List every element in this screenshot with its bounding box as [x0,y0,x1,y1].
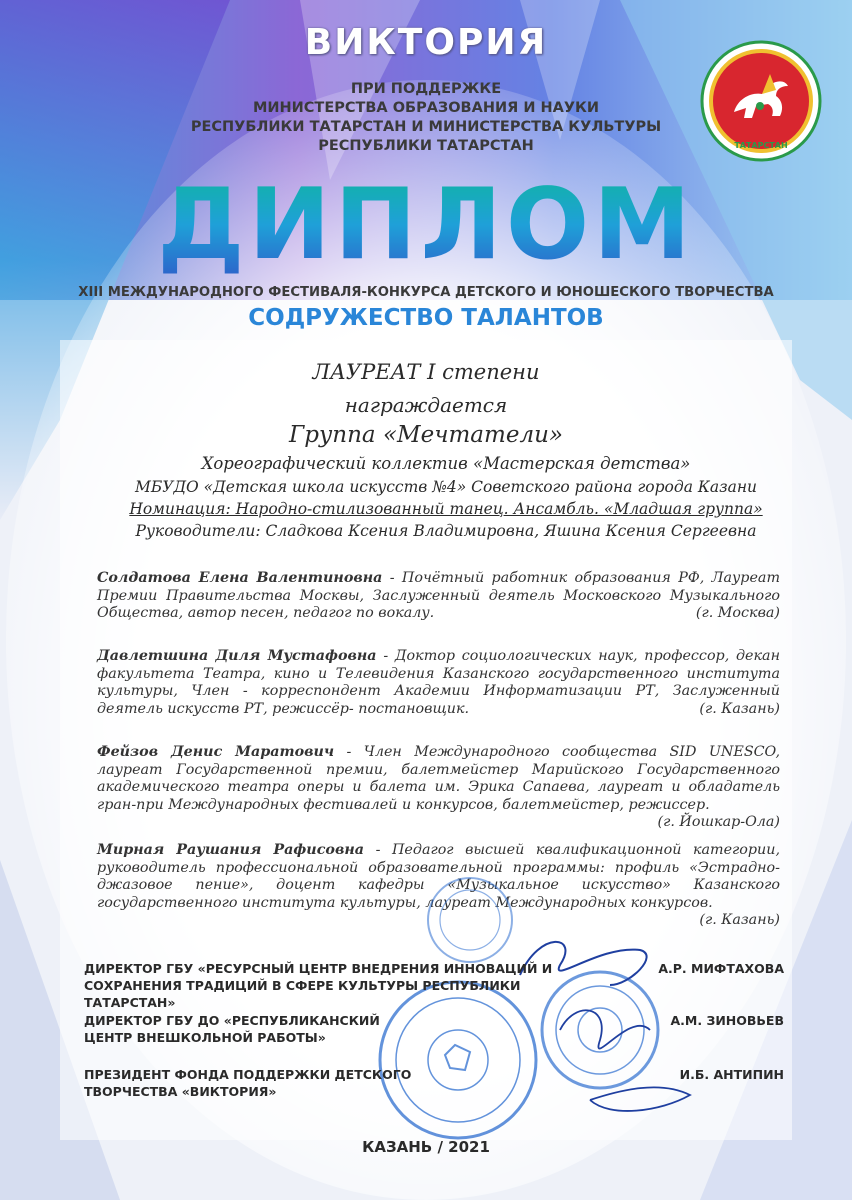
jury-city: (г. Казань) [699,700,780,717]
signature-role: ДИРЕКТОР ГБУ ДО «РЕСПУБЛИКАНСКИЙ ЦЕНТР ВНЕШКОЛЬНОЙ РАБОТЫ» [84,1013,380,1045]
jury-desc: - Доктор социологических наук, профессор, декан факультета Театра, кино и Телевидения Казанского государственного института культуры, Член - корреспондент Академии Информатизации РТ, Заслуженный деятель искусств РТ, режиссёр- постановщик. [97,648,780,717]
signature-row [84,1066,784,1106]
jury-desc: - Почётный работник образования РФ, Лауреат Премии Правительства Москвы, Заслуженный деятель Московского Музыкального Общества, автор песен, педагог по вокалу. [97,570,780,621]
support-block [150,80,702,156]
award-degree: ЛАУРЕАТ I степени [312,360,540,384]
tatarstan-emblem-icon [700,40,822,162]
jury-member [97,648,780,718]
signature-role: ДИРЕКТОР ГБУ «РЕСУРСНЫЙ ЦЕНТР ВНЕДРЕНИЯ ИННОВАЦИЙ И СОХРАНЕНИЯ ТРАДИЦИЙ В СФЕРЕ КУЛЬТУРЫ РЕСПУБЛИКИ ТАТАРСТАН» [84,961,553,1010]
signature-person: А.М. ЗИНОВЬЕВ [670,1013,784,1028]
signature-person: И.Б. АНТИПИН [679,1067,784,1082]
jury-desc: - Член Международного сообщества SID UNESCO, лауреат Государственной премии, балетмейстер Марийского Государственного академического театра оперы и балета им. Эрика Сапаева, лауреат и обладатель гран-при Международных фестивалей и конкурсов, балетмейстер, режиссер. [97,744,780,813]
festival-title: XIII МЕЖДУНАРОДНОГО ФЕСТИВАЛЯ-КОНКУРСА ДЕТСКОГО И ЮНОШЕСКОГО ТВОРЧЕСТВА [78,285,774,300]
award-group: Группа «Мечтатели» [289,422,563,448]
jury-name: Давлетшина Диля Мустафовна [97,648,377,664]
jury-city: (г. Йошкар-Ола) [657,814,780,830]
support-line: РЕСПУБЛИКИ ТАТАРСТАН И МИНИСТЕРСТВА КУЛЬТУРЫ [190,119,662,135]
jury-name: Солдатова Елена Валентиновна [97,570,383,586]
award-leaders: Руководители: Сладкова Ксения Владимировна, Яшина Ксения Сергеевна [135,522,757,540]
jury-member [97,744,780,832]
emblem-caption: ТАТАРСТАН [734,141,788,150]
jury-name: Мирная Раушания Рафисовна [97,842,365,858]
jury-member [97,842,780,930]
support-line: РЕСПУБЛИКИ ТАТАРСТАН [318,138,534,154]
signature-person: А.Р. МИФТАХОВА [658,961,784,976]
award-collective: Хореографический коллектив «Мастерская детства» [201,454,691,473]
jury-city: (г. Москва) [695,605,780,621]
award-awarded: награждается [344,393,508,417]
signature-row [84,960,784,1010]
award-school: МБУДО «Детская школа искусств №4» Советского района города Казани [134,478,758,496]
diploma-title [0,170,852,280]
signature-row [84,1012,784,1052]
award-nomination: Номинация: Народно-стилизованный танец. Ансамбль. «Младшая группа» [129,500,763,518]
festival-name: СОДРУЖЕСТВО ТАЛАНТОВ [248,305,604,331]
signature-role: ПРЕЗИДЕНТ ФОНДА ПОДДЕРЖКИ ДЕТСКОГО ТВОРЧЕСТВА «ВИКТОРИЯ» [84,1067,412,1099]
jury-city: (г. Казань) [699,912,780,928]
jury-member [97,570,780,623]
jury-desc: - Педагог высшей квалификационной категории, руководитель профессиональной образовательной программы: профиль «Эстрадно-джазовое пение», доцент кафедры «Музыкальное искусство» Казанского государственного института культуры, лауреат Международных конкурсов. [97,842,780,911]
brand-logo-text: ВИКТОРИЯ [304,22,548,63]
support-line: ПРИ ПОДДЕРЖКЕ [350,81,502,97]
diploma-title-text: ДИПЛОМ [157,168,695,282]
support-line: МИНИСТЕРСТВА ОБРАЗОВАНИЯ И НАУКИ [252,100,600,116]
footer-city-year: КАЗАНЬ / 2021 [362,1138,490,1156]
jury-name: Фейзов Денис Маратович [97,744,335,760]
